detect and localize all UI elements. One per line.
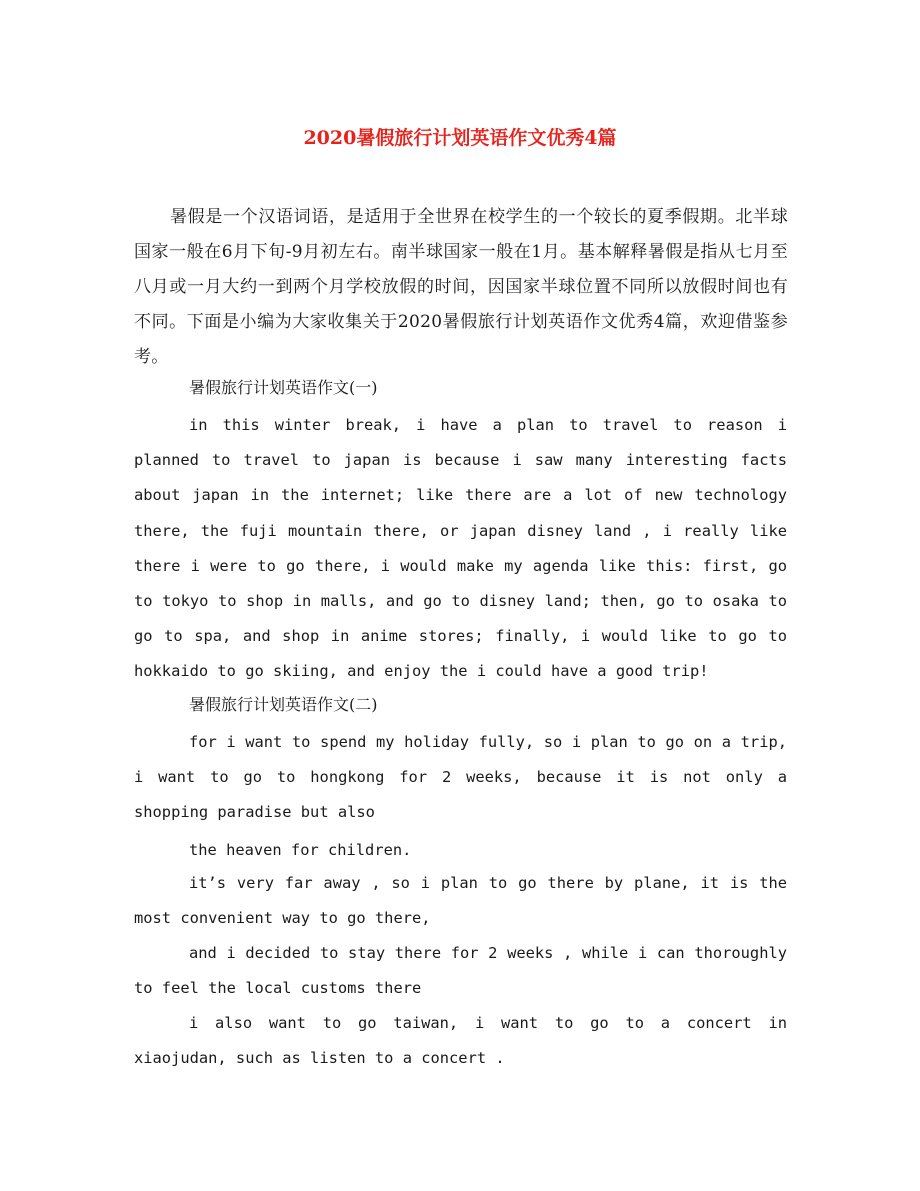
essay-2-paragraph-3: it’s very far away , so i plan to go there by plane, it is the most convenient way to go there, [134,874,787,928]
essay-2-paragraph-2: the heaven for children. [189,841,412,859]
essay-1-body: in this winter break, i have a plan to travel to reason i planned to travel to japan is because i saw many interesting facts about japan in the internet; like there are a lot of new technology there, the fuji mountain there, or japan disney land , i really like there i were to go there, i would make my agenda like this: first, go to tokyo to shop in malls, and go to disney land; then, go to osaka to go to spa, and shop in anime stores; finally, i would like to go to hokkaido to go skiing, and enjoy the i could have a good trip! [134,416,787,681]
essay-2-heading: 暑假旅行计划英语作文(二) [189,695,378,714]
essay-1-heading: 暑假旅行计划英语作文(一) [189,378,378,397]
document-title: 2020暑假旅行计划英语作文优秀4篇 [303,127,617,149]
essay-2-paragraph-5: i also want to go taiwan, i want to go to a concert in xiaojudan, such as listen to a concert . [134,1014,787,1068]
essay-2-paragraph-1: for i want to spend my holiday fully, so i plan to go on a trip, i want to go to hongkong for 2 weeks, because it is not only a shopping paradise but also [134,733,787,822]
essay-2-paragraph-4: and i decided to stay there for 2 weeks , while i can thoroughly to feel the local customs there [134,944,787,998]
intro-paragraph: 暑假是一个汉语词语，是适用于全世界在校学生的一个较长的夏季假期。北半球国家一般在6月下旬-9月初左右。南半球国家一般在1月。基本解释暑假是指从七月至八月或一月大约一到两个月学校放假的时间，因国家半球位置不同所以放假时间也有不同。下面是小编为大家收集关于2020暑假旅行计划英语作文优秀4篇，欢迎借鉴参考。 [134,207,788,367]
